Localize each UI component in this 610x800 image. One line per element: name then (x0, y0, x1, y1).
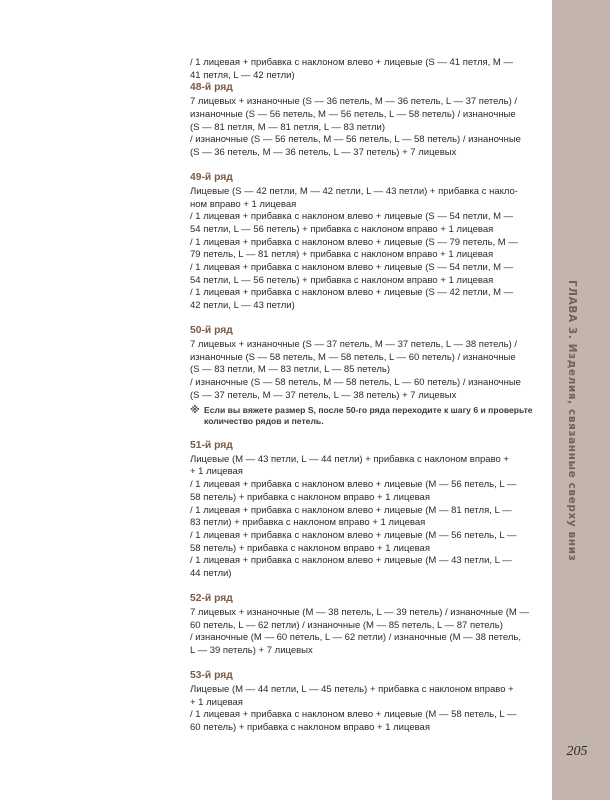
text-line: / 1 лицевая + прибавка с наклоном влево + лицевые (M — 56 петель, L — (190, 479, 517, 491)
intro-block (190, 57, 535, 82)
text-line: / 1 лицевая + прибавка с наклоном влево + лицевые (S — 41 петля, M — (190, 57, 513, 68)
row-heading: 53-й ряд (190, 670, 233, 682)
row-heading: 49-й ряд (190, 172, 233, 184)
text-line: (S — 83 петли, M — 83 петли, L — 85 петель) (190, 364, 391, 376)
text-line: 7 лицевых + изнаночные (S — 37 петель, M — 37 петель, L — 38 петель) / (190, 339, 518, 351)
row-heading: 51-й ряд (190, 440, 233, 452)
row-heading: 50-й ряд (190, 325, 233, 337)
page-number: 205 (566, 744, 588, 759)
text-line: / 1 лицевая + прибавка с наклоном влево + лицевые (S — 54 петли, M — (190, 211, 514, 223)
row-section (190, 593, 535, 658)
text-line: / изнаночные (M — 60 петель, L — 62 петли) / изнаночные (M — 38 петель, (190, 632, 521, 644)
row-section (190, 440, 535, 581)
text-line: изнаночные (S — 58 петель, M — 58 петель, L — 60 петель) / изнаночные (190, 351, 516, 363)
text-line: Лицевые (M — 43 петли, L — 44 петли) + прибавка с наклоном вправо + (190, 453, 509, 465)
text-line: + 1 лицевая (190, 466, 243, 478)
text-line: Лицевые (S — 42 петли, M — 42 петли, L — 43 петли) + прибавка с накло- (190, 185, 518, 197)
text-line: (S — 81 петля, M — 81 петля, L — 83 петли) (190, 121, 386, 133)
note-text (204, 405, 533, 428)
row-heading: 48-й ряд (190, 82, 233, 94)
text-line: / 1 лицевая + прибавка с наклоном влево + лицевые (S — 54 петли, M — (190, 262, 514, 274)
asterisk-icon: ※ (190, 404, 200, 416)
text-line: изнаночные (S — 56 петель, M — 56 петель, L — 58 петель) / изнаночные (190, 108, 516, 120)
text-line: 54 петли, L — 56 петель) + прибавка с наклоном вправо + 1 лицевая (190, 223, 494, 235)
chapter-sidebar (552, 0, 610, 800)
chapter-title: ГЛАВА 3. Изделия, связанные сверху вниз (566, 280, 578, 562)
text-line: / 1 лицевая + прибавка с наклоном влево + лицевые (M — 43 петли, L — (190, 555, 512, 567)
text-line: L — 39 петель) + 7 лицевых (190, 645, 313, 657)
text-line: 58 петель) + прибавка с наклоном вправо + 1 лицевая (190, 542, 430, 554)
text-line: / изнаночные (S — 58 петель, M — 58 петель, L — 60 петель) / изнаночные (190, 377, 521, 389)
text-line: (S — 37 петель, M — 37 петель, L — 38 петель) + 7 лицевых (190, 389, 457, 401)
text-line: 42 петли, L — 43 петли) (190, 300, 295, 312)
text-line: (S — 36 петель, M — 36 петель, L — 37 петель) + 7 лицевых (190, 146, 457, 158)
text-line: / изнаночные (S — 56 петель, M — 56 петель, L — 58 петель) / изнаночные (190, 134, 521, 146)
text-line: 60 петель) + прибавка с наклоном вправо + 1 лицевая (190, 722, 430, 734)
page-content (190, 57, 535, 735)
note-line: Если вы вяжете размер S, после 50-го ряда переходите к шагу 6 и проверьте (204, 404, 533, 415)
text-line: Лицевые (M — 44 петли, L — 45 петель) + прибавка с наклоном вправо + (190, 684, 514, 696)
row-section (190, 82, 535, 159)
text-line: 79 петель, L — 81 петля) + прибавка с наклоном вправо + 1 лицевая (190, 249, 494, 261)
text-line: 54 петли, L — 56 петель) + прибавка с наклоном вправо + 1 лицевая (190, 274, 494, 286)
text-line: 83 петли) + прибавка с наклоном вправо + 1 лицевая (190, 517, 426, 529)
text-line: / 1 лицевая + прибавка с наклоном влево + лицевые (S — 79 петель, M — (190, 236, 518, 248)
note-line: количество рядов и петель. (204, 416, 324, 427)
text-line: 7 лицевых + изнаночные (M — 38 петель, L — 39 петель) / изнаночные (M — (190, 607, 529, 619)
text-line: 7 лицевых + изнаночные (S — 36 петель, M — 36 петель, L — 37 петель) / (190, 96, 518, 108)
text-line: 41 петля, L — 42 петли) (190, 69, 295, 81)
text-line: / 1 лицевая + прибавка с наклоном влево + лицевые (M — 81 петля, L — (190, 504, 512, 516)
row-section (190, 670, 535, 735)
text-line: / 1 лицевая + прибавка с наклоном влево + лицевые (M — 56 петель, L — (190, 530, 517, 541)
row-section (190, 172, 535, 313)
text-line: 44 петли) (190, 568, 232, 580)
text-line: 58 петель) + прибавка с наклоном вправо + 1 лицевая (190, 491, 430, 503)
text-line: / 1 лицевая + прибавка с наклоном влево + лицевые (M — 58 петель, L — (190, 709, 517, 721)
row-heading: 52-й ряд (190, 593, 233, 605)
text-line: 60 петель, L — 62 петли) / изнаночные (M — 85 петель, L — 87 петель) (190, 619, 503, 631)
text-line: / 1 лицевая + прибавка с наклоном влево + лицевые (S — 42 петли, M — (190, 287, 514, 299)
text-line: + 1 лицевая (190, 696, 243, 708)
text-line: ном вправо + 1 лицевая (190, 198, 297, 210)
row-section (190, 325, 535, 427)
note-callout (190, 405, 535, 428)
